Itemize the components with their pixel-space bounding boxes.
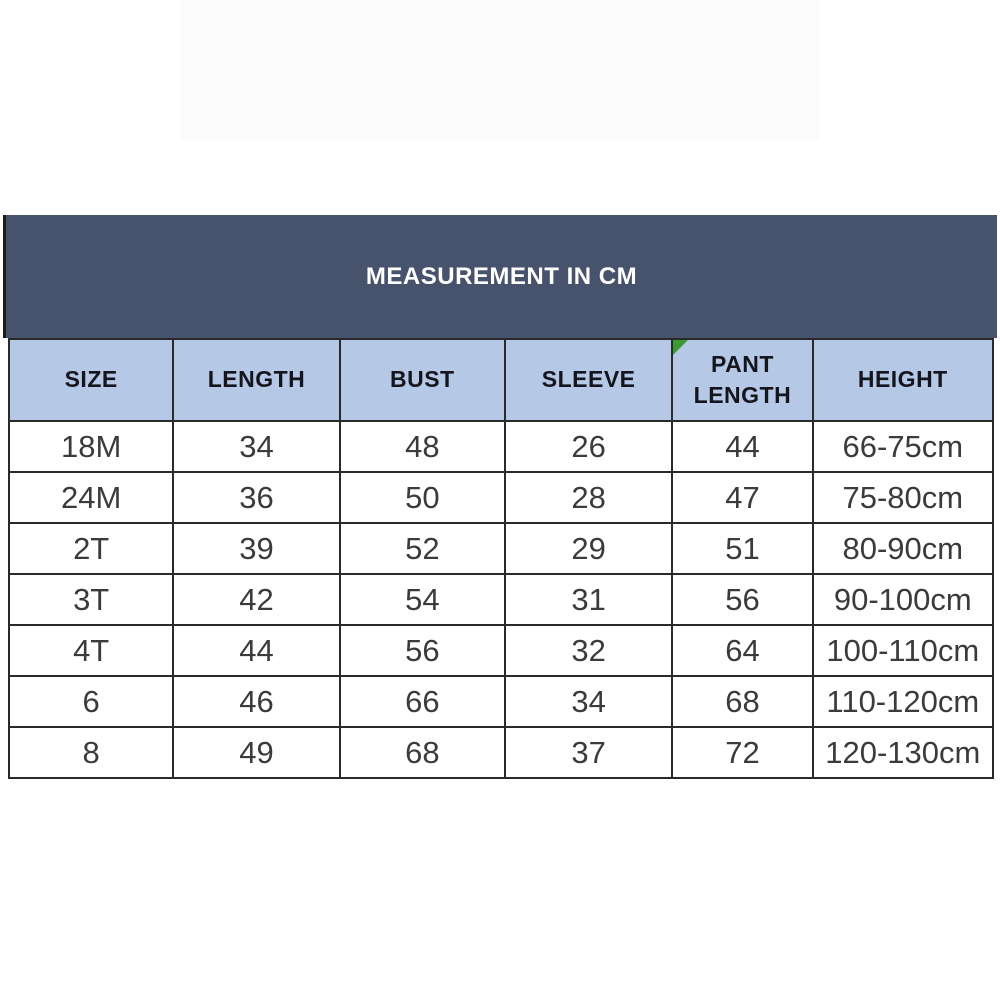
col-header-size: SIZE (9, 339, 173, 421)
cell-length: 49 (173, 727, 339, 778)
cell-sleeve: 32 (505, 625, 672, 676)
col-header-height: HEIGHT (813, 339, 993, 421)
cell-height: 66-75cm (813, 421, 993, 472)
cell-size: 8 (9, 727, 173, 778)
cell-length: 44 (173, 625, 339, 676)
cell-size: 4T (9, 625, 173, 676)
cell-height: 90-100cm (813, 574, 993, 625)
col-header-length: LENGTH (173, 339, 339, 421)
cell-pant-length: 47 (672, 472, 812, 523)
excel-error-corner-icon (673, 340, 688, 355)
cell-bust: 66 (340, 676, 505, 727)
table-row (9, 421, 993, 472)
cell-bust: 68 (340, 727, 505, 778)
table-row (9, 472, 993, 523)
title-band (3, 215, 997, 338)
cell-pant-length: 56 (672, 574, 812, 625)
cell-length: 34 (173, 421, 339, 472)
cell-pant-length: 72 (672, 727, 812, 778)
cell-sleeve: 37 (505, 727, 672, 778)
header-row (9, 339, 993, 421)
cell-bust: 56 (340, 625, 505, 676)
cell-size: 3T (9, 574, 173, 625)
cell-length: 46 (173, 676, 339, 727)
table-row (9, 727, 993, 778)
cell-sleeve: 26 (505, 421, 672, 472)
col-header-pant-length (672, 339, 812, 421)
cell-height: 120-130cm (813, 727, 993, 778)
cell-bust: 48 (340, 421, 505, 472)
cell-size: 2T (9, 523, 173, 574)
cell-sleeve: 31 (505, 574, 672, 625)
cell-length: 36 (173, 472, 339, 523)
size-chart-table (8, 338, 994, 779)
cell-height: 75-80cm (813, 472, 993, 523)
cell-height: 100-110cm (813, 625, 993, 676)
cell-length: 42 (173, 574, 339, 625)
table-row (9, 625, 993, 676)
cell-sleeve: 28 (505, 472, 672, 523)
cell-length: 39 (173, 523, 339, 574)
col-header-pant-length-label: PANT LENGTH (693, 350, 792, 408)
table-title: MEASUREMENT IN CM (365, 262, 638, 290)
cell-sleeve: 34 (505, 676, 672, 727)
cell-bust: 50 (340, 472, 505, 523)
col-header-bust: BUST (340, 339, 505, 421)
cell-bust: 52 (340, 523, 505, 574)
cell-size: 24M (9, 472, 173, 523)
table-row (9, 523, 993, 574)
cell-height: 110-120cm (813, 676, 993, 727)
cell-pant-length: 44 (672, 421, 812, 472)
cell-height: 80-90cm (813, 523, 993, 574)
cell-pant-length: 51 (672, 523, 812, 574)
cell-bust: 54 (340, 574, 505, 625)
cell-pant-length: 64 (672, 625, 812, 676)
table-row (9, 676, 993, 727)
cell-sleeve: 29 (505, 523, 672, 574)
table-row (9, 574, 993, 625)
cell-pant-length: 68 (672, 676, 812, 727)
col-header-sleeve: SLEEVE (505, 339, 672, 421)
cell-size: 6 (9, 676, 173, 727)
cell-size: 18M (9, 421, 173, 472)
background-patch (180, 0, 820, 140)
